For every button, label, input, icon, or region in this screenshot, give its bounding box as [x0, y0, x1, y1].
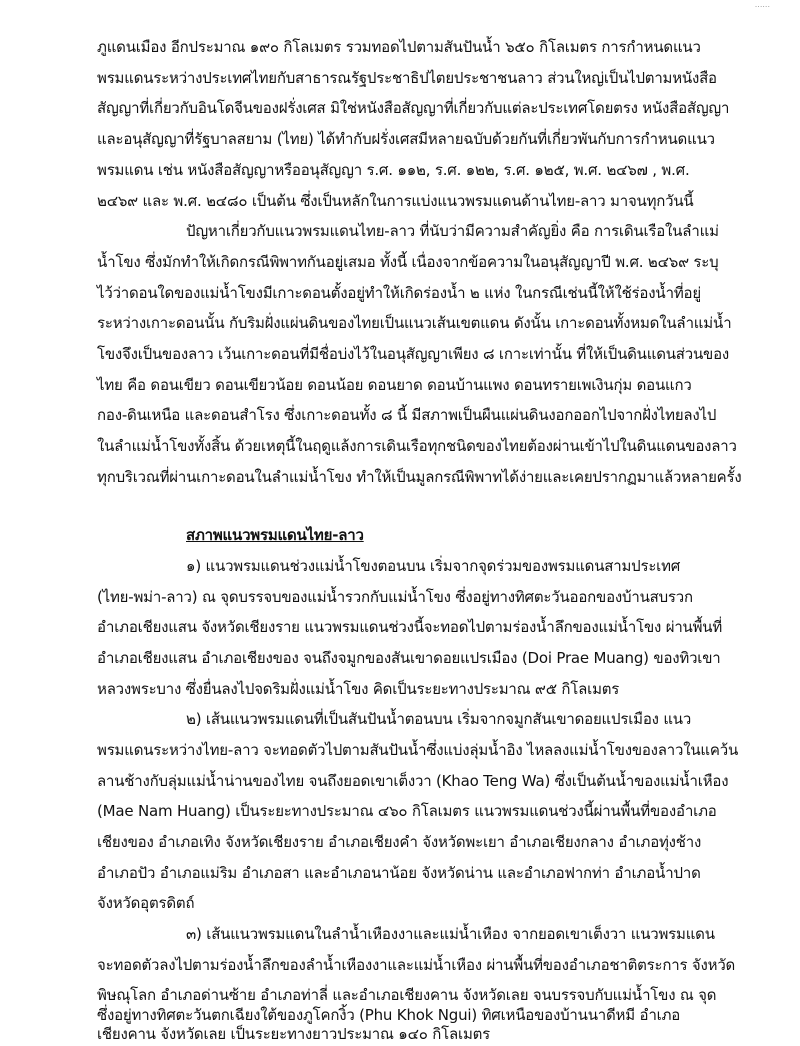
text-line: ลานช้างกับลุ่มแม่น้ำน่านของไทย จนถึงยอดเขาเต็งวา (Khao Teng Wa) ซึ่งเป็นต้นน้ำของแม่น้ำเหือง: [97, 772, 729, 790]
text-line: (Mae Nam Huang) เป็นระยะทางประมาณ ๔๖๐ กิโลเมตร แนวพรมแดนช่วงนี้ผ่านพื้นที่ของอำเภอ: [97, 802, 717, 820]
text-line: พรมแดนระหว่างไทย-ลาว จะทอดตัวไปตามสันปันน้ำซึ่งแบ่งลุ่มน้ำอิง ไหลลงแม่น้ำโขงของลาวในแคว้น: [97, 741, 738, 759]
text-line: เชียงคาน จังหวัดเลย เป็นระยะทางยาวประมาณ ๑๔๐ กิโลเมตร: [97, 1025, 491, 1043]
text-line: ไว้ว่าดอนใดของแม่น้ำโขงมีเกาะดอนตั้งอยู่ทำให้เกิดร่องน้ำ ๒ แห่ง ในกรณีเช่นนี้ให้ใช้ร่องน้ำที่อยู่: [97, 284, 701, 302]
text-line: สัญญาที่เกี่ยวกับอินโดจีนของฝรั่งเศส มิใช่หนังสือสัญญาที่เกี่ยวกับแต่ละประเทศโดยตรง หนังสือสัญญา: [97, 99, 730, 117]
text-line: ซึ่งอยู่ทางทิศตะวันตกเฉียงใต้ของภูโคกงิ้ว (Phu Khok Ngui) ทิศเหนือของบ้านนาดีหมี อำเภอ: [97, 1006, 681, 1024]
text-line: กอง-ดินเหนือ และดอนสำโรง ซึ่งเกาะดอนทั้ง ๘ นี้ มีสภาพเป็นผืนแผ่นดินงอกออกไปจากฝั่งไทยลงไป: [97, 406, 717, 424]
text-line: โขงจึงเป็นของลาว เว้นเกาะดอนที่มีชื่อบ่งไว้ในอนุสัญญาเพียง ๘ เกาะเท่านั้น ที่ให้เป็นดินแดนส่วนของ: [97, 345, 730, 363]
text-line: ทุกบริเวณที่ผ่านเกาะดอนในลำแม่น้ำโขง ทำให้เป็นมูลกรณีพิพาทได้ง่ายและเคยปรากฏมาแล้วหลายครั้ง: [97, 468, 742, 486]
text-line: พิษณุโลก อำเภอด่านซ้าย อำเภอท่าลี่ และอำเภอเชียงคาน จังหวัดเลย จนบรรจบกับแม่น้ำโขง ณ จุด: [97, 986, 717, 1004]
text-line: เชียงของ อำเภอเทิง จังหวัดเชียงราย อำเภอเชียงคำ จังหวัดพะเยา อำเภอเชียงกลาง อำเภอทุ่งช้าง: [97, 833, 702, 851]
text-line: ภูแดนเมือง อีกประมาณ ๑๙๐ กิโลเมตร รวมทอดไปตามสันปันน้ำ ๖๕๐ กิโลเมตร การกำหนดแนว: [97, 38, 701, 56]
text-line: ไทย คือ ดอนเขียว ดอนเขียวน้อย ดอนน้อย ดอนยาด ดอนบ้านแพง ดอนทรายเพเงินกุ่ม ดอนแกว: [97, 376, 692, 394]
page-corner-mark: ......: [754, 0, 770, 9]
text-line: จังหวัดอุตรดิตถ์: [97, 894, 195, 912]
text-line: อำเภอปัว อำเภอแม่ริม อำเภอสา และอำเภอนาน้อย จังหวัดน่าน และอำเภอฟากท่า อำเภอน้ำปาด: [97, 864, 701, 882]
text-line: จะทอดตัวลงไปตามร่องน้ำลึกของลำน้ำเหืองงาและแม่น้ำเหือง ผ่านพื้นที่ของอำเภอชาติตระการ จังหวัด: [97, 956, 736, 974]
text-line: ๓) เส้นแนวพรมแดนในลำน้ำเหืองงาและแม่น้ำเหือง จากยอดเขาเต็งวา แนวพรมแดน: [186, 925, 715, 943]
text-line: อำเภอเชียงแสน อำเภอเชียงของ จนถึงจมูกของสันเขาดอยแปรเมือง (Doi Prae Muang) ของทิวเขา: [97, 649, 721, 667]
text-line: ปัญหาเกี่ยวกับแนวพรมแดนไทย-ลาว ที่นับว่ามีความสำคัญยิ่ง คือ การเดินเรือในลำแม่: [186, 222, 719, 240]
text-line: อำเภอเชียงแสน จังหวัดเชียงราย แนวพรมแดนช่วงนี้จะทอดไปตามร่องน้ำลึกของแม่น้ำโขง ผ่านพื้นที่: [97, 618, 723, 636]
text-line: ๒๔๖๙ และ พ.ศ. ๒๔๘๐ เป็นต้น ซึ่งเป็นหลักในการแบ่งแนวพรมแดนด้านไทย-ลาว มาจนทุกวันนี้: [97, 192, 694, 210]
text-line: ในลำแม่น้ำโขงทั้งสิ้น ด้วยเหตุนี้ในฤดูแล้งการเดินเรือทุกชนิดของไทยต้องผ่านเข้าไปในดินแดนของลาว: [97, 437, 737, 455]
text-line: (ไทย-พม่า-ลาว) ณ จุดบรรจบของแม่น้ำรวกกับแม่น้ำโขง ซึ่งอยู่ทางทิศตะวันออกของบ้านสบรวก: [97, 588, 693, 606]
text-line: ๑) แนวพรมแดนช่วงแม่น้ำโขงตอนบน เริ่มจากจุดร่วมของพรมแดนสามประเทศ: [186, 557, 681, 575]
text-line: ระหว่างเกาะดอนนั้น กับริมฝั่งแผ่นดินของไทยเป็นแนวเส้นเขตแดน ดังนั้น เกาะดอนทั้งหมดในลำแม่น้ำ: [97, 314, 732, 332]
text-line: ๒) เส้นแนวพรมแดนที่เป็นสันปันน้ำตอนบน เริ่มจากจมูกสันเขาดอยแปรเมือง แนว: [186, 710, 692, 728]
text-line: น้ำโขง ซึ่งมักทำให้เกิดกรณีพิพาทกันอยู่เสมอ ทั้งนี้ เนื่องจากข้อความในอนุสัญญาปี พ.ศ. ๒๔๖๙ ระบุ: [97, 253, 719, 271]
text-line: พรมแดน เช่น หนังสือสัญญาหรืออนุสัญญา ร.ศ. ๑๑๒, ร.ศ. ๑๒๒, ร.ศ. ๑๒๕, พ.ศ. ๒๔๖๗ , พ.ศ.: [97, 161, 690, 179]
text-line: หลวงพระบาง ซึ่งยื่นลงไปจดริมฝั่งแม่น้ำโขง คิดเป็นระยะทางประมาณ ๙๕ กิโลเมตร: [97, 680, 620, 698]
text-line: พรมแดนระหว่างประเทศไทยกับสาธารณรัฐประชาธิปไตยประชาชนลาว ส่วนใหญ่เป็นไปตามหนังสือ: [97, 69, 717, 87]
section-heading: สภาพแนวพรมแดนไทย-ลาว: [186, 526, 364, 544]
text-line: และอนุสัญญาที่รัฐบาลสยาม (ไทย) ได้ทำกับฝรั่งเศสมีหลายฉบับด้วยกันที่เกี่ยวพันกับการกำหนดแนว: [97, 130, 715, 148]
